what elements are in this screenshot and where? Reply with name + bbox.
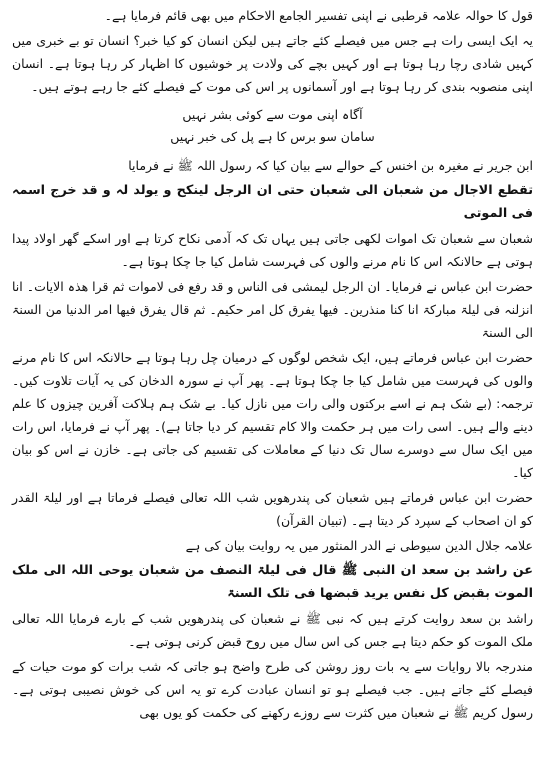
verse-line-2: سامان سو برس کا ہے پل کی خبر نہیں — [170, 129, 375, 144]
paragraph-translation-1: شعبان سے شعبان تک اموات لکھی جاتی ہیں یہاں تک کہ آدمی نکاح کرتا ہے اور اسکے گھر اولاد پیدا ہوتی ہے حالانکہ اس کا نام مرنے والوں کی فہرست شامل کیا جا چکا ہوتا ہے۔ — [12, 231, 533, 269]
paragraph-suyuti: علامہ جلال الدین سیوطی نے الدر المنثور میں یہ روایت بیان کی ہے — [185, 538, 533, 553]
hadith-arabic-2: عن راشد بن سعد ان النبی ﷺ قال فی لیلۃ النصف من شعبان یوحی اللہ الی ملک الموت بقبض کل نفس یرید قبضھا فی تلک السنۃ — [12, 563, 533, 601]
paragraph-ibn-jarir: ابن جریر نے مغیرہ بن اخنس کے حوالے سے بیان کیا کہ رسول اللہ ﷺ نے فرمایا — [128, 158, 533, 173]
paragraph-ibn-abbas-fifteenth: حضرت ابن عباس فرماتے ہیں شعبان کی پندرھویں شب اللہ تعالی فیصلے فرماتا ہے اور لیلۃ القدر کو ان اصحاب کے سپرد کر دیتا ہے۔ (تبیان القرآن) — [12, 490, 533, 528]
poetry-couplet — [12, 104, 533, 148]
paragraph-night-of-decisions: یہ ایک ایسی رات ہے جس میں فیصلے کئے جاتے ہیں لیکن انسان کو کیا خبر؟ انسان تو بے خبری میں کہیں شادی رچا رہا ہوتا ہے اور کہیں بچے کی ولادت پر خوشیوں کا اظہار کر رہا ہوتا ہے۔ انسان اپنی منصوبہ بندی کر رہا ہوتا ہے اور آسمانوں پر اس کی موت کے فیصلے کئے جا رہے ہوتے ہیں۔ — [12, 33, 533, 94]
paragraph-conclusion: مندرجہ بالا روایات سے یہ بات روز روشن کی طرح واضح ہو جاتی کہ شب برات کو موت حیات کے فیصلے کئے جاتے ہیں۔ جب فیصلے ہو تو انسان عبادت کرے تو یہ اس کی خوش نصیبی ہوتی ہے۔ رسول کریم ﷺ نے شعبان میں کثرت سے روزے رکھنے کی حکمت کو یوں بھی — [12, 659, 533, 720]
paragraph-ibn-abbas-arabic: حضرت ابن عباس نے فرمایا۔ ان الرجل لیمشی فی الناس و قد رفع فی لاموات ثم قرا ھذہ الایات۔ انا انزلنہ فی لیلۃ مبارکۃ انا کنا منذرین۔ فیھا یفرق کل امر حکیم۔ ثم قال یفرق فیھا امر الدنیا من السنۃ الی السنۃ — [12, 279, 533, 340]
paragraph-intro: قول کا حوالہ علامہ قرطبی نے اپنی تفسیر الجامع الاحکام میں بھی قائم فرمایا ہے۔ — [104, 8, 533, 23]
paragraph-rashid-translation: راشد بن سعد روایت کرتے ہیں کہ نبی ﷺ نے شعبان کی پندرھویں شب کے بارے فرمایا اللہ تعالی ملک الموت کو حکم دیتا ہے جس کی اس سال میں روح قبض کرنی ہوتی ہے۔ — [12, 611, 533, 649]
paragraph-ibn-abbas-translation: حضرت ابن عباس فرماتے ہیں، ایک شخص لوگوں کے درمیان چل رہا ہوتا ہے حالانکہ اس کا نام مرنے والوں کی فہرست میں شامل کیا جا چکا ہوتا ہے۔ پھر آپ نے سورہ الدخان کی یہ آیات تلاوت کیں۔ ترجمہ: (بے شک ہم نے اسے برکتوں والی رات میں نازل کیا۔ بے شک ہم ہلاکت آفرین چیزوں کا علم دینے والے ہیں۔ اسی رات میں ہر حکمت والا کام تقسیم کر دیا جاتا ہے)۔ پھر آپ نے فرمایا، اس رات میں ایک سال سے دوسرے سال تک دنیا کے معاملات کی تقسیم کی جاتی ہے۔ خازن نے اس کو بیان کیا۔ — [12, 350, 533, 480]
verse-line-1: آگاہ اپنی موت سے کوئی بشر نہیں — [182, 107, 363, 122]
hadith-arabic-1: تقطع الاجال من شعبان الی شعبان حتی ان الرجل لینکح و یولد لہ و قد خرج اسمہ فی الموتی — [12, 183, 533, 221]
